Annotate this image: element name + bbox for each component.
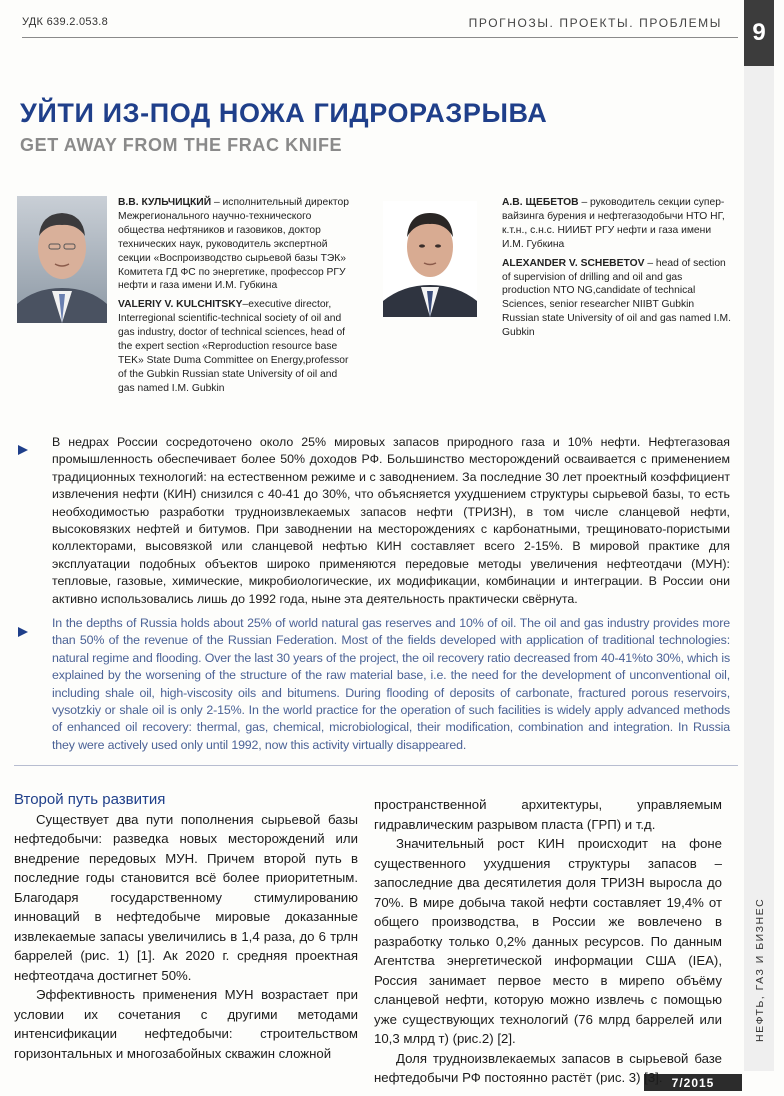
author-photo-kulchitsky bbox=[17, 196, 107, 323]
author-bio-ru bbox=[118, 196, 356, 293]
abstract-en: In the depths of Russia holds about 25% of world natural gas reserves and 10% of oil. The oil and gas industry provides more than 50% of the revenue of the Russian Federation. Most of the fields developed with application of traditional technologies: natural regime and flooding. Over the last 30 years of the project, the oil recovery ratio decreased from 40-41%to 30%, which is explained by the worsening of the structure of the raw material base, i.e. the need for the development of unconventional oil, including shale oil, high-viscosity oils and bitumens. During flooding of deposits of carbonate, fractured porous reservoirs, vysotzkiy or shale oil is only 2-15%. In the world practice for the operation of such facilities is widely apply advanced methods of enhanced oil recovery: thermal, gas, chemical, microbiological, their modification, combination and integration. In Russia they were actively used only until 1992, now this activity virtually disappeared. bbox=[52, 616, 730, 752]
article-title-ru: УЙТИ ИЗ-ПОД НОЖА ГИДРОРАЗРЫВА bbox=[20, 98, 548, 128]
body-column-left bbox=[14, 790, 358, 1063]
arrow-right-icon bbox=[17, 626, 29, 638]
abstract-ru: В недрах России сосредоточено около 25% мировых запасов природного газа и 10% нефти. Нефтегазовая промышленность обеспечивает более 50% доходов РФ. Большинство месторождений осваивается с применением традиционных технологий: на естественном режиме и с заводнением. За последние 30 лет проектный коэффициент извлечения нефти (КИН) снизился с 40-41 до 30%, что объясняется ухудшением структуры сырьевой базы, то есть необходимостью разработки трудноизвлекаемых запасов нефти (ТРИЗН), в том числе сланцевой нефти, высоковязких нефтей и битумов. При заводнении на месторождениях с карбонатными, трещиновато-пористыми коллекторами, высовязкой или сланцевой нефтью КИН составляет всего 2-15%. В мировой практике для эксплуатации подобных объектов широко применяются передовые методы увеличения нефтеотдачи (МУН): тепловые, газовые, химические, микробиологические, их модификации, комбинации и интеграции. В России они активно использовались лишь до 1992 года, ныне эта деятельность практически свёрнута. bbox=[52, 435, 730, 606]
paragraph: Существует два пути пополнения сырьевой базы нефтедобычи: разведка новых месторождений или внедрение передовых МУН. Причем второй путь в последние годы становится всё более приоритетным. Благодаря государственному стимулированию инноваций в нефтедобыче мировые доказанные извлекаемые запасы увеличились в 1,4 раза, до 6 трлн баррелей (рис. 1) [1]. Ак 2020 г. средняя проектная нефтеотдача достигнет 50%. bbox=[14, 811, 358, 983]
author-bio-schebetov bbox=[502, 196, 732, 345]
section-subheading: Второй путь развития bbox=[14, 791, 166, 808]
author-desc-en: – head of section of supervision of drilling and oil and gas production NTO NG,candidate of technical Sciences, senior researcher NIIBT Gubkin Russian state University of oil and gas named I.M. Gubkin bbox=[502, 257, 731, 339]
author-bio-kulchitsky bbox=[118, 196, 356, 401]
section-title: ПРОГНОЗЫ. ПРОЕКТЫ. ПРОБЛЕМЫ bbox=[468, 16, 722, 30]
author-desc-ru: – руководитель секции супер-вайзинга бурения и нефтегазодобычи НТО НГ, к.т.н., с.н.с. НИИБТ РГУ нефти и газа имени И.М. Губкина bbox=[502, 197, 725, 250]
author-name-ru: А.В. ЩЕБЕТОВ bbox=[502, 197, 579, 208]
author-bio-en bbox=[118, 298, 356, 395]
article-title-en: GET AWAY FROM THE FRAC KNIFE bbox=[20, 135, 343, 155]
author-name-ru: В.В. КУЛЬЧИЦКИЙ bbox=[118, 197, 212, 208]
author-bio-en bbox=[502, 257, 732, 340]
author-name-en: VALERIY V. KULCHITSKY bbox=[118, 299, 243, 311]
author-bio-ru bbox=[502, 196, 732, 252]
header-divider bbox=[22, 37, 738, 38]
udk-code: УДК 639.2.053.8 bbox=[22, 16, 109, 28]
page-number: 9 bbox=[744, 0, 774, 66]
paragraph: Эффективность применения МУН возрастает при условии их сочетания с другими методами интенсификации нефтедобычи: строительством горизонтальных и многозабойных скважин сложной bbox=[14, 987, 358, 1061]
paragraph: пространственной архитектуры, управляемым гидравлическим разрывом пласта (ГРП) и т.д. bbox=[374, 797, 722, 832]
paragraph: Доля трудноизвлекаемых запасов в сырьевой базе нефтедобычи РФ постоянно растёт (рис. 3) [3]. bbox=[374, 1050, 722, 1085]
author-photo-schebetov bbox=[383, 201, 477, 317]
journal-side-label: НЕФТЬ, ГАЗ И БИЗНЕС bbox=[754, 897, 766, 1043]
abstract-divider bbox=[14, 765, 738, 766]
body-column-right bbox=[374, 795, 722, 1088]
paragraph: Значительный рост КИН происходит на фоне существенного ухудшения структуры запасов – запоследние два десятилетия доля ТРИЗН выросла до 70%. В мире добыча такой нефти составляет 19,4% от общего производства, в России же вовлечено в разработку только 0,2% данных ресурсов. По данным Агентства энергетической информации США (IEA), Россия занимает первое место в мирепо объёму сланцевой нефти, которую можно извлечь с помощью уже существующих технологий (76 млрд баррелей или 10,3 млрд т) (рис.2) [2]. bbox=[374, 836, 722, 1046]
author-name-en: ALEXANDER V. SCHEBETOV bbox=[502, 257, 645, 269]
author-desc-en: –executive director, Interregional scientific-technical society of oil and gas industry, doctor of technical sciences, head of the expert section «Reproduction resource base TEK» State Duma Committee on Energy,professor of the Gubkin Russian state University of oil and gas named I.M. Gubkin bbox=[118, 299, 349, 394]
author-desc-ru: – исполнительный директор Межрегионального научно-технического общества нефтяников и газовиков, доктор технических наук, руководитель экспертной секции «Воспроизводство сырьевой базы ТЭК» Комитета ГД ФС по энергетике, профессор РГУ нефти и газа имени И.М. Губкина bbox=[118, 197, 349, 292]
arrow-right-icon bbox=[17, 444, 29, 456]
issue-number: 7/2015 bbox=[644, 1074, 742, 1091]
